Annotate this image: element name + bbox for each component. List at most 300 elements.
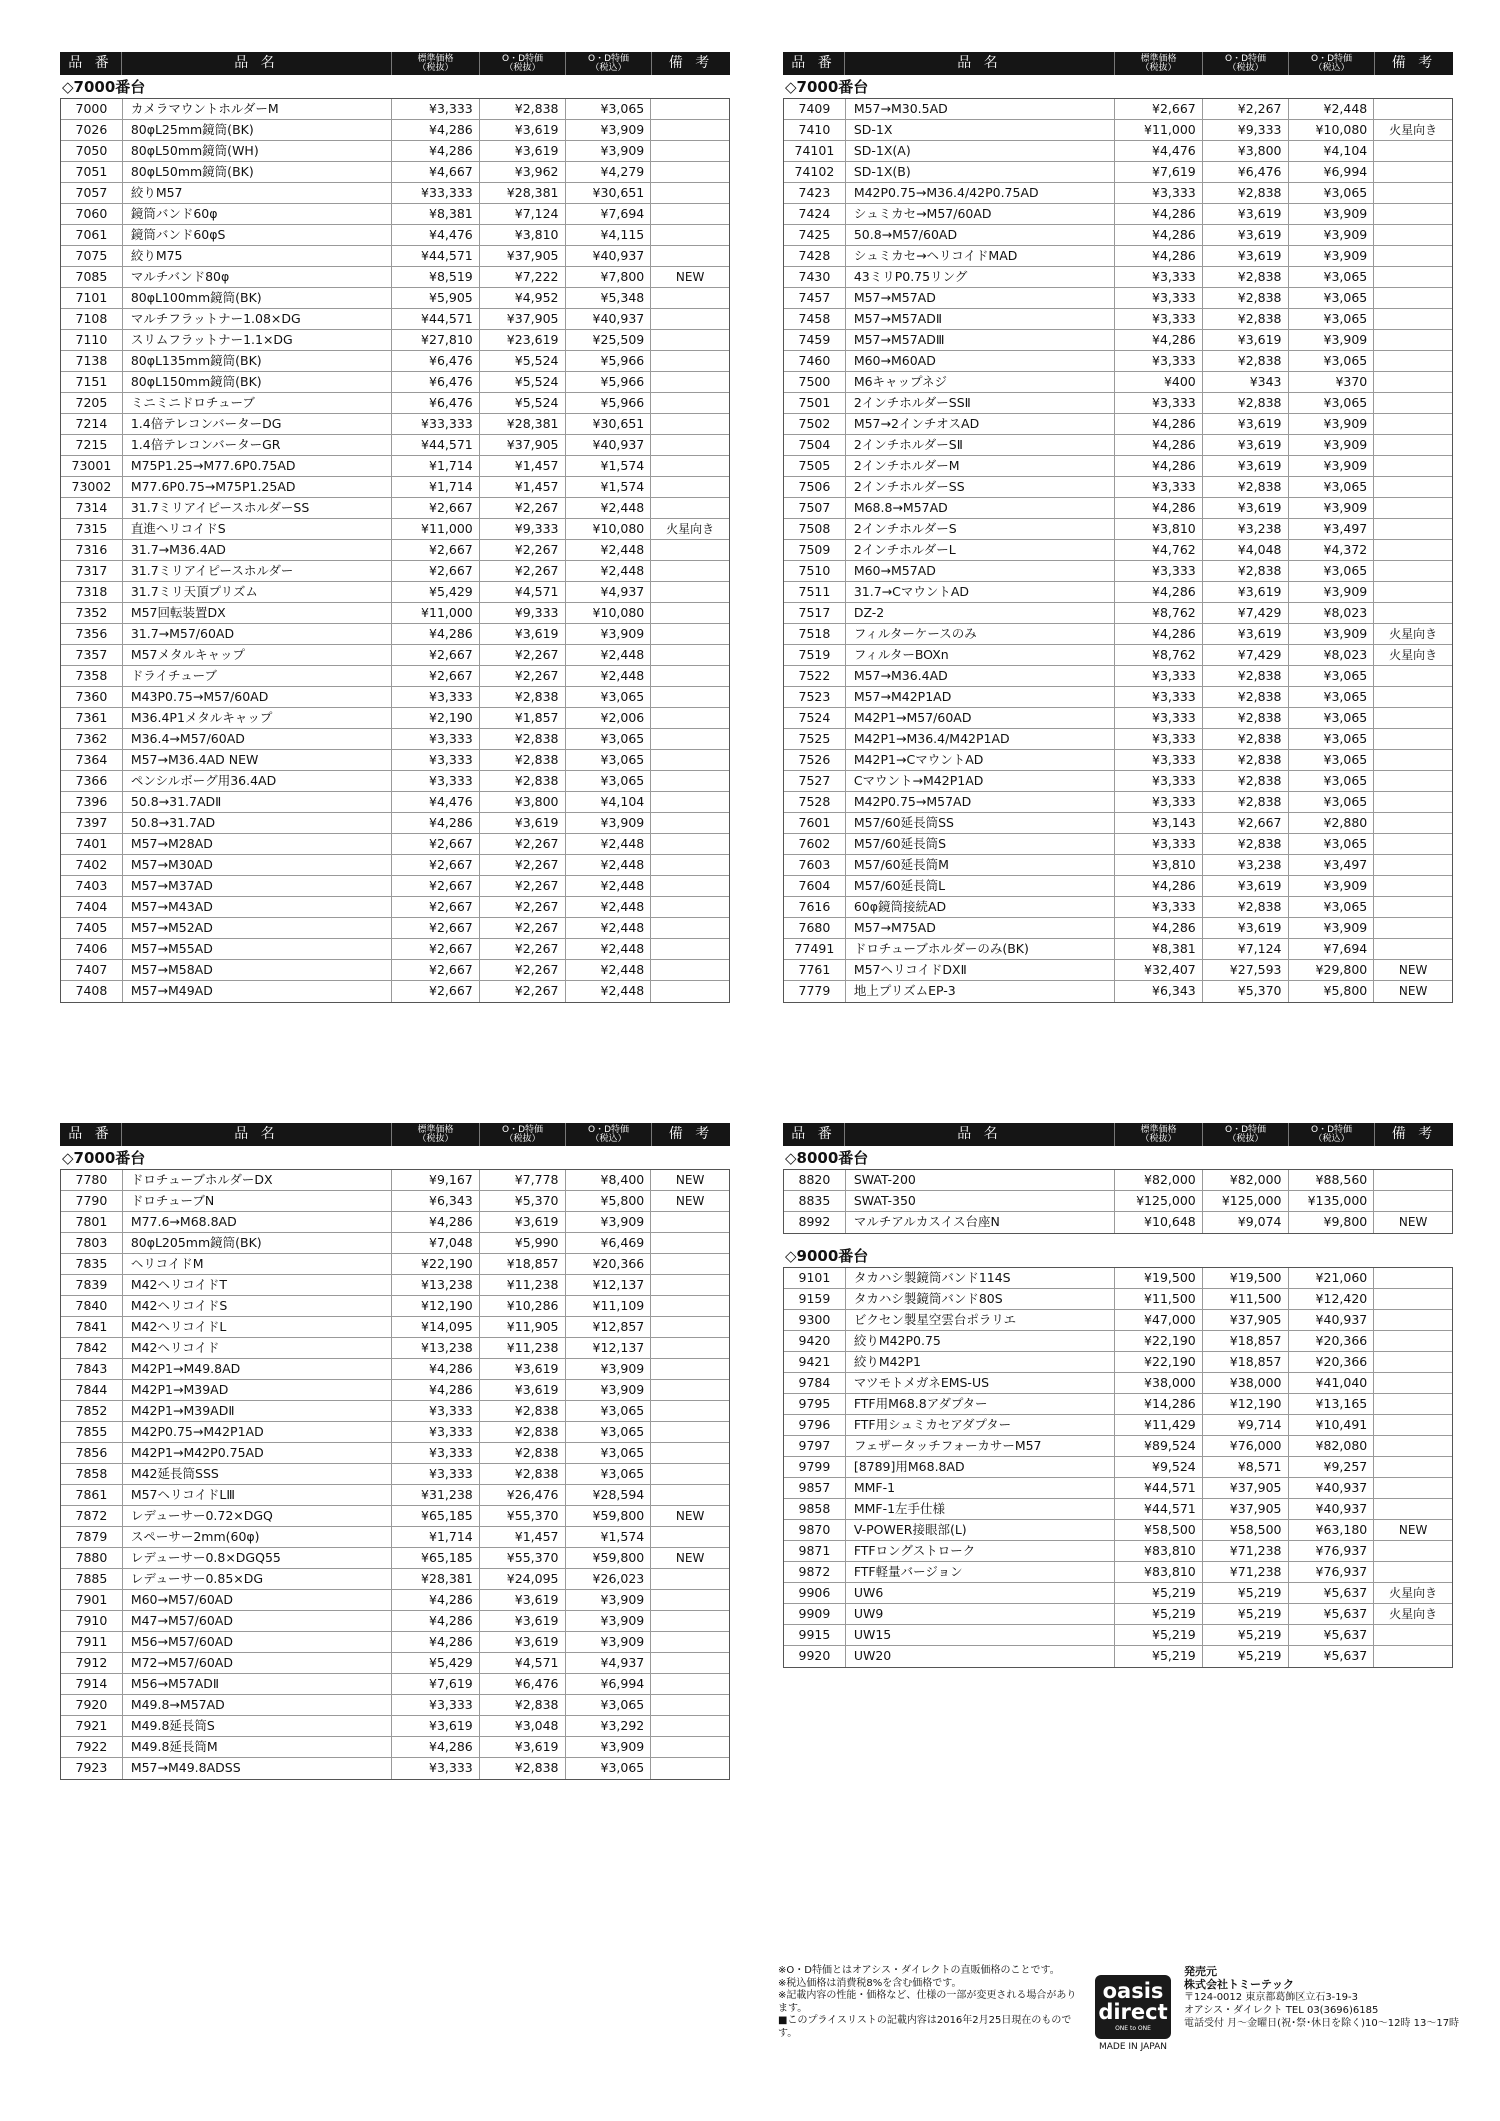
od-price-excl-tax: ¥37,905 <box>1203 1310 1289 1330</box>
od-price-excl-tax: ¥11,905 <box>480 1317 566 1337</box>
item-code: 7366 <box>61 771 123 791</box>
item-code: 7914 <box>61 1674 123 1694</box>
od-price-incl-tax: ¥12,420 <box>1289 1289 1375 1309</box>
standard-price: ¥82,000 <box>1115 1170 1203 1190</box>
item-name: ドロチューブN <box>123 1191 392 1211</box>
od-price-incl-tax: ¥4,279 <box>566 162 652 182</box>
od-price-excl-tax: ¥71,238 <box>1203 1562 1289 1582</box>
standard-price: ¥8,762 <box>1115 645 1203 665</box>
item-name: M57回転装置DX <box>123 603 392 623</box>
table-row <box>784 813 1452 834</box>
od-price-incl-tax: ¥1,574 <box>566 1527 652 1547</box>
table-row <box>784 750 1452 771</box>
header-std: 標準価格 （税抜） <box>1115 52 1203 75</box>
od-price-incl-tax: ¥1,574 <box>566 456 652 476</box>
standard-price: ¥7,619 <box>392 1674 480 1694</box>
od-price-incl-tax: ¥3,909 <box>566 1611 652 1631</box>
od-price-excl-tax: ¥12,190 <box>1203 1394 1289 1414</box>
item-name: 2インチホルダーSS <box>846 477 1115 497</box>
od-price-excl-tax: ¥2,838 <box>1203 267 1289 287</box>
header-od1: O・D特価 （税抜） <box>1203 1123 1289 1146</box>
remarks <box>651 750 729 770</box>
remarks <box>1374 99 1452 119</box>
od-price-incl-tax: ¥3,909 <box>566 813 652 833</box>
od-price-incl-tax: ¥7,800 <box>566 267 652 287</box>
item-code: 8992 <box>784 1212 846 1233</box>
od-price-excl-tax: ¥3,619 <box>480 1212 566 1232</box>
table-header <box>783 52 1453 75</box>
standard-price: ¥44,571 <box>392 435 480 455</box>
od-price-incl-tax: ¥3,909 <box>1289 246 1375 266</box>
od-price-excl-tax: ¥8,571 <box>1203 1457 1289 1477</box>
item-name: マツモトメガネEMS-US <box>846 1373 1115 1393</box>
item-name: 1.4倍テレコンバーターDG <box>123 414 392 434</box>
table-row <box>61 582 729 603</box>
standard-price: ¥3,143 <box>1115 813 1203 833</box>
od-price-excl-tax: ¥23,619 <box>480 330 566 350</box>
od-price-excl-tax: ¥3,619 <box>1203 414 1289 434</box>
table-row <box>61 1653 729 1674</box>
remarks <box>651 330 729 350</box>
od-price-excl-tax: ¥2,838 <box>1203 393 1289 413</box>
item-name: 31.7→CマウントAD <box>846 582 1115 602</box>
section-title: ◇7000番台 <box>62 78 146 96</box>
od-price-excl-tax: ¥2,838 <box>480 1758 566 1779</box>
item-name: シュミカセ→ヘリコイドMAD <box>846 246 1115 266</box>
standard-price: ¥44,571 <box>392 309 480 329</box>
table-row <box>784 519 1452 540</box>
table-row <box>61 351 729 372</box>
standard-price: ¥27,810 <box>392 330 480 350</box>
item-name: マルチフラットナー1.08×DG <box>123 309 392 329</box>
od-price-excl-tax: ¥2,267 <box>480 666 566 686</box>
remarks <box>1374 435 1452 455</box>
remarks <box>651 1233 729 1253</box>
od-price-excl-tax: ¥2,838 <box>480 687 566 707</box>
item-name: フェザータッチフォーカサーM57 <box>846 1436 1115 1456</box>
standard-price: ¥2,667 <box>392 540 480 560</box>
item-name: M57ヘリコイドDXⅡ <box>846 960 1115 980</box>
note-line: ※O・D特価とはオアシス・ダイレクトの直販価格のことです。 <box>778 1965 1060 1976</box>
item-code: 9101 <box>784 1268 846 1288</box>
item-name: M56→M57/60AD <box>123 1632 392 1652</box>
remarks: NEW <box>1398 963 1428 977</box>
od-price-incl-tax: ¥2,448 <box>566 876 652 896</box>
remarks <box>1374 876 1452 896</box>
remarks <box>1374 351 1452 371</box>
od-price-incl-tax: ¥3,909 <box>566 141 652 161</box>
item-name: 43ミリP0.75リング <box>846 267 1115 287</box>
item-name: 2インチホルダーS <box>846 519 1115 539</box>
remarks <box>651 1359 729 1379</box>
table-row <box>61 645 729 666</box>
od-price-excl-tax: ¥2,838 <box>480 750 566 770</box>
table-row <box>784 771 1452 792</box>
item-code: 7841 <box>61 1317 123 1337</box>
item-name: M49.8延長筒M <box>123 1737 392 1757</box>
remarks <box>1374 1478 1452 1498</box>
publisher-label: 発売元 <box>1184 1965 1217 1978</box>
item-code: 8820 <box>784 1170 846 1190</box>
standard-price: ¥4,286 <box>392 1359 480 1379</box>
standard-price: ¥4,286 <box>1115 456 1203 476</box>
item-name: M60→M60AD <box>846 351 1115 371</box>
od-price-excl-tax: ¥11,238 <box>480 1338 566 1358</box>
item-code: 7151 <box>61 372 123 392</box>
item-name: 31.7→M57/60AD <box>123 624 392 644</box>
remarks <box>651 1380 729 1400</box>
item-code: 74101 <box>784 141 846 161</box>
table-row <box>61 141 729 162</box>
remarks <box>1374 771 1452 791</box>
table-row <box>784 1394 1452 1415</box>
od-price-excl-tax: ¥5,524 <box>480 393 566 413</box>
item-code: 9915 <box>784 1625 846 1645</box>
item-code: 7524 <box>784 708 846 728</box>
od-price-incl-tax: ¥20,366 <box>1289 1331 1375 1351</box>
od-price-incl-tax: ¥3,065 <box>1289 183 1375 203</box>
od-price-excl-tax: ¥2,838 <box>480 1695 566 1715</box>
od-price-incl-tax: ¥3,065 <box>1289 309 1375 329</box>
item-code: 7457 <box>784 288 846 308</box>
table-row <box>784 897 1452 918</box>
item-name: 鏡筒バンド60φS <box>123 225 392 245</box>
od-price-excl-tax: ¥2,838 <box>1203 288 1289 308</box>
item-name: 50.8→31.7ADⅡ <box>123 792 392 812</box>
standard-price: ¥5,219 <box>1115 1583 1203 1603</box>
remarks <box>1374 1289 1452 1309</box>
standard-price: ¥8,381 <box>392 204 480 224</box>
od-price-excl-tax: ¥1,457 <box>480 456 566 476</box>
table-row <box>61 1506 729 1527</box>
item-code: 7396 <box>61 792 123 812</box>
table-row <box>61 99 729 120</box>
table-row <box>784 1625 1452 1646</box>
remarks <box>1374 1457 1452 1477</box>
od-price-excl-tax: ¥3,619 <box>1203 498 1289 518</box>
table-header <box>60 52 730 75</box>
standard-price: ¥3,333 <box>1115 393 1203 413</box>
od-price-excl-tax: ¥2,838 <box>1203 897 1289 917</box>
od-price-incl-tax: ¥3,065 <box>1289 351 1375 371</box>
item-code: 7527 <box>784 771 846 791</box>
od-price-incl-tax: ¥4,104 <box>1289 141 1375 161</box>
item-code: 7424 <box>784 204 846 224</box>
standard-price: ¥3,333 <box>392 99 480 119</box>
section-title: ◇7000番台 <box>62 1149 146 1167</box>
od-price-excl-tax: ¥2,267 <box>480 876 566 896</box>
header-od2: O・D特価 （税込） <box>566 52 652 75</box>
od-price-excl-tax: ¥6,476 <box>1203 162 1289 182</box>
standard-price: ¥5,429 <box>392 1653 480 1673</box>
table-row <box>61 855 729 876</box>
od-price-excl-tax: ¥9,714 <box>1203 1415 1289 1435</box>
standard-price: ¥10,648 <box>1115 1212 1203 1233</box>
item-code: 9420 <box>784 1331 846 1351</box>
item-name: M42P1→M36.4/M42P1AD <box>846 729 1115 749</box>
standard-price: ¥5,219 <box>1115 1604 1203 1624</box>
item-name: MMF-1左手仕様 <box>846 1499 1115 1519</box>
price-table-panel-4 <box>783 1123 1453 1668</box>
od-price-excl-tax: ¥37,905 <box>1203 1499 1289 1519</box>
od-price-incl-tax: ¥5,800 <box>566 1191 652 1211</box>
remarks <box>651 1758 729 1779</box>
table-row <box>61 1338 729 1359</box>
standard-price: ¥3,333 <box>392 687 480 707</box>
od-price-incl-tax: ¥20,366 <box>566 1254 652 1274</box>
table-row <box>61 309 729 330</box>
od-price-incl-tax: ¥63,180 <box>1289 1520 1375 1540</box>
standard-price: ¥65,185 <box>392 1548 480 1568</box>
od-price-incl-tax: ¥2,448 <box>566 855 652 875</box>
header-name: 品 名 <box>845 1123 1115 1146</box>
item-code: 7790 <box>61 1191 123 1211</box>
item-code: 7360 <box>61 687 123 707</box>
table-row <box>61 939 729 960</box>
item-name: 直進ヘリコイドS <box>123 519 392 539</box>
item-name: M42延長筒SSS <box>123 1464 392 1484</box>
item-code: 7880 <box>61 1548 123 1568</box>
od-price-incl-tax: ¥1,574 <box>566 477 652 497</box>
standard-price: ¥3,333 <box>1115 792 1203 812</box>
item-code: 7680 <box>784 918 846 938</box>
standard-price: ¥4,476 <box>1115 141 1203 161</box>
item-name: M36.4→M57/60AD <box>123 729 392 749</box>
standard-price: ¥7,619 <box>1115 162 1203 182</box>
od-price-excl-tax: ¥125,000 <box>1203 1191 1289 1211</box>
standard-price: ¥11,500 <box>1115 1289 1203 1309</box>
item-name: M42ヘリコイド <box>123 1338 392 1358</box>
od-price-excl-tax: ¥2,667 <box>1203 813 1289 833</box>
od-price-excl-tax: ¥19,500 <box>1203 1268 1289 1288</box>
remarks <box>651 960 729 980</box>
header-code: 品 番 <box>60 52 122 75</box>
standard-price: ¥3,333 <box>392 1758 480 1779</box>
item-code: 73001 <box>61 456 123 476</box>
item-code: 7397 <box>61 813 123 833</box>
item-code: 7425 <box>784 225 846 245</box>
table-row <box>61 1674 729 1695</box>
od-price-excl-tax: ¥3,619 <box>480 813 566 833</box>
item-name: 80φL50mm鏡筒(WH) <box>123 141 392 161</box>
od-price-excl-tax: ¥76,000 <box>1203 1436 1289 1456</box>
standard-price: ¥22,190 <box>1115 1352 1203 1372</box>
item-code: 9858 <box>784 1499 846 1519</box>
item-code: 7423 <box>784 183 846 203</box>
standard-price: ¥3,810 <box>1115 519 1203 539</box>
remarks: NEW <box>675 270 705 284</box>
standard-price: ¥4,286 <box>1115 414 1203 434</box>
item-name: M42P1→M57/60AD <box>846 708 1115 728</box>
od-price-incl-tax: ¥9,800 <box>1289 1212 1375 1233</box>
table-row <box>61 477 729 498</box>
item-code: 9920 <box>784 1646 846 1667</box>
od-price-excl-tax: ¥2,267 <box>480 834 566 854</box>
od-price-excl-tax: ¥37,905 <box>480 246 566 266</box>
standard-price: ¥7,048 <box>392 1233 480 1253</box>
item-name: M57→M75AD <box>846 918 1115 938</box>
item-code: 9857 <box>784 1478 846 1498</box>
remarks <box>651 708 729 728</box>
publisher-address: 〒124-0012 東京都葛飾区立石3-19-3 <box>1184 1992 1358 2003</box>
table-row <box>61 1275 729 1296</box>
od-price-excl-tax: ¥55,370 <box>480 1506 566 1526</box>
remarks <box>651 1212 729 1232</box>
table-row <box>784 225 1452 246</box>
od-price-incl-tax: ¥3,909 <box>566 1380 652 1400</box>
standard-price: ¥5,219 <box>1115 1646 1203 1667</box>
od-price-incl-tax: ¥9,257 <box>1289 1457 1375 1477</box>
od-price-excl-tax: ¥18,857 <box>1203 1331 1289 1351</box>
item-code: 7921 <box>61 1716 123 1736</box>
standard-price: ¥400 <box>1115 372 1203 392</box>
od-price-excl-tax: ¥4,952 <box>480 288 566 308</box>
od-price-excl-tax: ¥28,381 <box>480 414 566 434</box>
table-row <box>784 1289 1452 1310</box>
item-code: 7500 <box>784 372 846 392</box>
remarks: 火星向き <box>1389 648 1438 662</box>
table-row <box>61 813 729 834</box>
item-code: 8835 <box>784 1191 846 1211</box>
table-row <box>784 687 1452 708</box>
item-code: 7314 <box>61 498 123 518</box>
item-name: フィルターBOXn <box>846 645 1115 665</box>
od-price-excl-tax: ¥2,838 <box>480 1443 566 1463</box>
table-row <box>61 414 729 435</box>
table-row <box>784 1373 1452 1394</box>
od-price-incl-tax: ¥3,065 <box>1289 666 1375 686</box>
item-name: M57→M43AD <box>123 897 392 917</box>
standard-price: ¥3,333 <box>1115 750 1203 770</box>
od-price-excl-tax: ¥5,370 <box>1203 981 1289 1002</box>
remarks <box>1374 393 1452 413</box>
od-price-incl-tax: ¥3,909 <box>1289 414 1375 434</box>
header-od1: O・D特価 （税抜） <box>480 52 566 75</box>
od-price-incl-tax: ¥5,637 <box>1289 1646 1375 1667</box>
item-code: 9784 <box>784 1373 846 1393</box>
remarks <box>651 1716 729 1736</box>
od-price-excl-tax: ¥3,619 <box>480 1380 566 1400</box>
od-price-excl-tax: ¥7,429 <box>1203 603 1289 623</box>
table-row <box>61 708 729 729</box>
remarks <box>1374 561 1452 581</box>
item-name: M57→2インチオスAD <box>846 414 1115 434</box>
od-price-incl-tax: ¥2,880 <box>1289 813 1375 833</box>
od-price-incl-tax: ¥3,909 <box>1289 225 1375 245</box>
od-price-incl-tax: ¥88,560 <box>1289 1170 1375 1190</box>
remarks <box>651 876 729 896</box>
item-code: 7508 <box>784 519 846 539</box>
table-row <box>61 225 729 246</box>
od-price-incl-tax: ¥3,909 <box>566 624 652 644</box>
od-price-excl-tax: ¥2,267 <box>1203 99 1289 119</box>
standard-price: ¥3,333 <box>1115 687 1203 707</box>
remarks <box>1374 1268 1452 1288</box>
standard-price: ¥4,286 <box>1115 918 1203 938</box>
standard-price: ¥6,476 <box>392 351 480 371</box>
header-note: 備 考 <box>668 1126 714 1142</box>
od-price-incl-tax: ¥3,065 <box>1289 561 1375 581</box>
remarks <box>1374 1499 1452 1519</box>
table-row <box>784 603 1452 624</box>
standard-price: ¥4,286 <box>392 1737 480 1757</box>
standard-price: ¥4,286 <box>392 1632 480 1652</box>
remarks <box>1374 1394 1452 1414</box>
publisher-name: 株式会社トミーテック <box>1184 1978 1294 1991</box>
remarks <box>1374 666 1452 686</box>
table-row <box>784 1478 1452 1499</box>
item-name: DZ-2 <box>846 603 1115 623</box>
od-price-incl-tax: ¥3,065 <box>566 1695 652 1715</box>
od-price-incl-tax: ¥2,448 <box>1289 99 1375 119</box>
standard-price: ¥8,381 <box>1115 939 1203 959</box>
od-price-incl-tax: ¥4,937 <box>566 582 652 602</box>
od-price-excl-tax: ¥3,048 <box>480 1716 566 1736</box>
remarks <box>1374 414 1452 434</box>
table-row <box>784 456 1452 477</box>
remarks <box>651 792 729 812</box>
item-code: 7318 <box>61 582 123 602</box>
standard-price: ¥9,167 <box>392 1170 480 1190</box>
table-row <box>784 120 1452 141</box>
item-name: 80φL50mm鏡筒(BK) <box>123 162 392 182</box>
standard-price: ¥44,571 <box>392 246 480 266</box>
item-code: 7861 <box>61 1485 123 1505</box>
od-price-excl-tax: ¥37,905 <box>480 435 566 455</box>
table-row <box>784 960 1452 981</box>
od-price-incl-tax: ¥12,137 <box>566 1338 652 1358</box>
od-price-incl-tax: ¥3,909 <box>1289 456 1375 476</box>
od-price-excl-tax: ¥2,838 <box>1203 351 1289 371</box>
item-code: 7920 <box>61 1695 123 1715</box>
remarks <box>1374 477 1452 497</box>
standard-price: ¥4,286 <box>1115 225 1203 245</box>
standard-price: ¥1,714 <box>392 477 480 497</box>
od-price-excl-tax: ¥2,838 <box>1203 687 1289 707</box>
table-row <box>784 246 1452 267</box>
item-code: 7402 <box>61 855 123 875</box>
od-price-incl-tax: ¥135,000 <box>1289 1191 1375 1211</box>
od-price-excl-tax: ¥2,838 <box>480 99 566 119</box>
logo-tagline: ONE to ONE <box>1115 2025 1151 2032</box>
standard-price: ¥4,286 <box>1115 435 1203 455</box>
remarks <box>1374 162 1452 182</box>
table-row <box>784 792 1452 813</box>
table-row <box>784 1268 1452 1289</box>
table-row <box>61 1254 729 1275</box>
standard-price: ¥11,000 <box>392 519 480 539</box>
table-row <box>784 1331 1452 1352</box>
item-name: ビクセン製星空雲台ポラリエ <box>846 1310 1115 1330</box>
od-price-incl-tax: ¥4,115 <box>566 225 652 245</box>
item-code: 7501 <box>784 393 846 413</box>
od-price-incl-tax: ¥3,909 <box>1289 330 1375 350</box>
od-price-incl-tax: ¥2,448 <box>566 666 652 686</box>
remarks <box>651 162 729 182</box>
standard-price: ¥6,476 <box>392 372 480 392</box>
table-row <box>61 540 729 561</box>
table-row <box>61 435 729 456</box>
remarks <box>1374 687 1452 707</box>
item-code: 73002 <box>61 477 123 497</box>
item-name: M77.6→M68.8AD <box>123 1212 392 1232</box>
standard-price: ¥4,286 <box>392 1590 480 1610</box>
standard-price: ¥4,286 <box>392 813 480 833</box>
od-price-incl-tax: ¥5,800 <box>1289 981 1375 1002</box>
remarks <box>1374 1170 1452 1190</box>
standard-price: ¥3,333 <box>392 729 480 749</box>
od-price-excl-tax: ¥2,838 <box>1203 834 1289 854</box>
